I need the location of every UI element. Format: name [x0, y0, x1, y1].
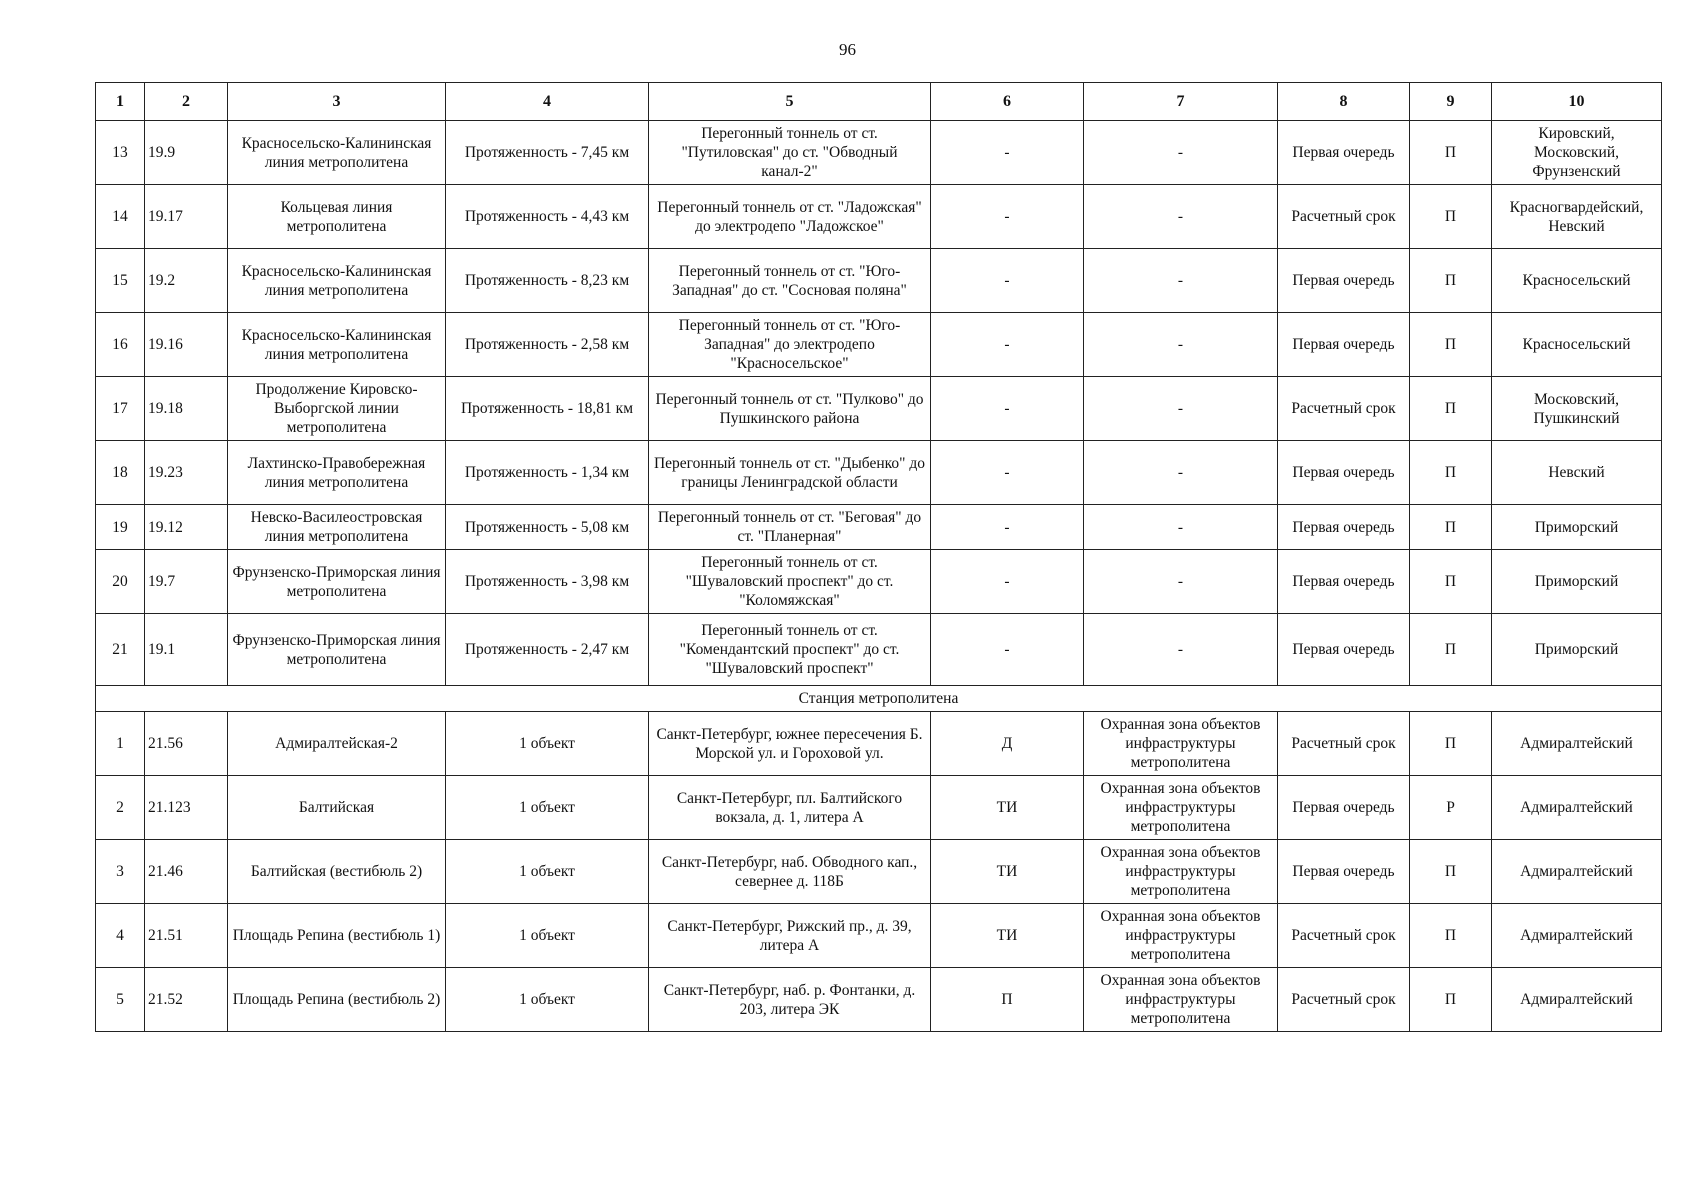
object-location: Перегонный тоннель от ст. "Беговая" до ст. "Планерная": [649, 505, 931, 550]
implementation-stage: Первая очередь: [1278, 840, 1410, 904]
object-location: Перегонный тоннель от ст. "Путиловская" до ст. "Обводный канал-2": [649, 121, 931, 185]
row-number: 3: [96, 840, 145, 904]
header-cell: 5: [649, 83, 931, 121]
table-row: [96, 776, 1662, 840]
cell-col-6: -: [931, 614, 1084, 686]
table-row: [96, 505, 1662, 550]
table-row: [96, 840, 1662, 904]
cell-col-7: Охранная зона объектов инфраструктуры метрополитена: [1084, 712, 1278, 776]
page-number: 96: [839, 40, 856, 59]
section-title: Станция метрополитена: [96, 686, 1662, 712]
object-location: Санкт-Петербург, наб. Обводного кап., севернее д. 118Б: [649, 840, 931, 904]
row-number: 2: [96, 776, 145, 840]
table-row: [96, 377, 1662, 441]
cell-col-7: -: [1084, 185, 1278, 249]
object-length: Протяженность - 1,34 км: [446, 441, 649, 505]
cell-col-6: -: [931, 249, 1084, 313]
implementation-stage: Расчетный срок: [1278, 185, 1410, 249]
implementation-stage: Первая очередь: [1278, 614, 1410, 686]
cell-col-7: -: [1084, 377, 1278, 441]
district: Адмиралтейский: [1492, 776, 1662, 840]
status-code: П: [1410, 185, 1492, 249]
cell-col-7: -: [1084, 550, 1278, 614]
object-count: 1 объект: [446, 776, 649, 840]
object-code: 21.123: [145, 776, 228, 840]
object-location: Санкт-Петербург, пл. Балтийского вокзала, д. 1, литера А: [649, 776, 931, 840]
object-name: Балтийская: [228, 776, 446, 840]
object-code: 19.1: [145, 614, 228, 686]
table-row: [96, 968, 1662, 1032]
row-number: 18: [96, 441, 145, 505]
district: Красносельский: [1492, 313, 1662, 377]
implementation-stage: Расчетный срок: [1278, 377, 1410, 441]
cell-col-6: ТИ: [931, 904, 1084, 968]
status-code: П: [1410, 249, 1492, 313]
object-length: Протяженность - 5,08 км: [446, 505, 649, 550]
object-length: Протяженность - 3,98 км: [446, 550, 649, 614]
status-code: П: [1410, 377, 1492, 441]
object-code: 21.46: [145, 840, 228, 904]
object-name: Фрунзенско-Приморская линия метрополитена: [228, 550, 446, 614]
district: Адмиралтейский: [1492, 968, 1662, 1032]
status-code: П: [1410, 840, 1492, 904]
row-number: 4: [96, 904, 145, 968]
object-count: 1 объект: [446, 712, 649, 776]
cell-col-7: -: [1084, 313, 1278, 377]
object-code: 19.9: [145, 121, 228, 185]
object-name: Красносельско-Калининская линия метрополитена: [228, 249, 446, 313]
table-row: [96, 712, 1662, 776]
object-location: Перегонный тоннель от ст. "Ладожская" до электродепо "Ладожское": [649, 185, 931, 249]
cell-col-6: -: [931, 550, 1084, 614]
object-location: Перегонный тоннель от ст. "Шуваловский проспект" до ст. "Коломяжская": [649, 550, 931, 614]
row-number: 13: [96, 121, 145, 185]
object-name: Невско-Василеостровская линия метрополитена: [228, 505, 446, 550]
row-number: 17: [96, 377, 145, 441]
table-row: [96, 185, 1662, 249]
metro-objects-table: [95, 82, 1662, 1032]
status-code: П: [1410, 121, 1492, 185]
object-name: Красносельско-Калининская линия метрополитена: [228, 313, 446, 377]
object-code: 19.23: [145, 441, 228, 505]
row-number: 14: [96, 185, 145, 249]
cell-col-7: -: [1084, 121, 1278, 185]
status-code: П: [1410, 968, 1492, 1032]
cell-col-6: -: [931, 377, 1084, 441]
object-length: Протяженность - 4,43 км: [446, 185, 649, 249]
object-code: 19.18: [145, 377, 228, 441]
table-row: [96, 550, 1662, 614]
object-code: 21.52: [145, 968, 228, 1032]
cell-col-6: -: [931, 185, 1084, 249]
cell-col-6: -: [931, 441, 1084, 505]
cell-col-6: П: [931, 968, 1084, 1032]
district: Кировский, Московский, Фрунзенский: [1492, 121, 1662, 185]
implementation-stage: Первая очередь: [1278, 505, 1410, 550]
district: Московский, Пушкинский: [1492, 377, 1662, 441]
object-length: Протяженность - 8,23 км: [446, 249, 649, 313]
object-name: Кольцевая линия метрополитена: [228, 185, 446, 249]
header-cell: 8: [1278, 83, 1410, 121]
object-code: 19.17: [145, 185, 228, 249]
status-code: П: [1410, 441, 1492, 505]
table-row: [96, 249, 1662, 313]
cell-col-7: -: [1084, 441, 1278, 505]
status-code: П: [1410, 505, 1492, 550]
implementation-stage: Первая очередь: [1278, 313, 1410, 377]
header-cell: 1: [96, 83, 145, 121]
cell-col-7: Охранная зона объектов инфраструктуры метрополитена: [1084, 776, 1278, 840]
row-number: 16: [96, 313, 145, 377]
header-row: [96, 83, 1662, 121]
object-name: Балтийская (вестибюль 2): [228, 840, 446, 904]
district: Приморский: [1492, 505, 1662, 550]
cell-col-7: Охранная зона объектов инфраструктуры метрополитена: [1084, 840, 1278, 904]
object-length: Протяженность - 7,45 км: [446, 121, 649, 185]
header-cell: 2: [145, 83, 228, 121]
row-number: 1: [96, 712, 145, 776]
table-row: [96, 313, 1662, 377]
table-row: [96, 904, 1662, 968]
implementation-stage: Первая очередь: [1278, 249, 1410, 313]
row-number: 21: [96, 614, 145, 686]
cell-col-7: -: [1084, 614, 1278, 686]
implementation-stage: Первая очередь: [1278, 776, 1410, 840]
header-cell: 4: [446, 83, 649, 121]
implementation-stage: Расчетный срок: [1278, 712, 1410, 776]
header-cell: 10: [1492, 83, 1662, 121]
implementation-stage: Первая очередь: [1278, 121, 1410, 185]
object-code: 21.56: [145, 712, 228, 776]
object-code: 19.16: [145, 313, 228, 377]
implementation-stage: Расчетный срок: [1278, 904, 1410, 968]
status-code: П: [1410, 313, 1492, 377]
object-location: Перегонный тоннель от ст. "Юго-Западная" до ст. "Сосновая поляна": [649, 249, 931, 313]
cell-col-7: Охранная зона объектов инфраструктуры метрополитена: [1084, 904, 1278, 968]
object-location: Перегонный тоннель от ст. "Дыбенко" до границы Ленинградской области: [649, 441, 931, 505]
district: Адмиралтейский: [1492, 712, 1662, 776]
object-length: Протяженность - 2,58 км: [446, 313, 649, 377]
district: Адмиралтейский: [1492, 840, 1662, 904]
cell-col-6: ТИ: [931, 776, 1084, 840]
object-location: Санкт-Петербург, южнее пересечения Б. Морской ул. и Гороховой ул.: [649, 712, 931, 776]
object-name: Красносельско-Калининская линия метрополитена: [228, 121, 446, 185]
object-code: 19.12: [145, 505, 228, 550]
object-count: 1 объект: [446, 904, 649, 968]
table-row: [96, 121, 1662, 185]
object-code: 19.7: [145, 550, 228, 614]
object-count: 1 объект: [446, 840, 649, 904]
cell-col-7: -: [1084, 249, 1278, 313]
district: Красногвардейский, Невский: [1492, 185, 1662, 249]
status-code: Р: [1410, 776, 1492, 840]
object-count: 1 объект: [446, 968, 649, 1032]
status-code: П: [1410, 614, 1492, 686]
object-code: 19.2: [145, 249, 228, 313]
implementation-stage: Первая очередь: [1278, 441, 1410, 505]
object-location: Санкт-Петербург, Рижский пр., д. 39, литера А: [649, 904, 931, 968]
cell-col-6: -: [931, 121, 1084, 185]
cell-col-7: -: [1084, 505, 1278, 550]
object-location: Перегонный тоннель от ст. "Пулково" до Пушкинского района: [649, 377, 931, 441]
district: Приморский: [1492, 614, 1662, 686]
header-cell: 7: [1084, 83, 1278, 121]
header-cell: 9: [1410, 83, 1492, 121]
table-row: [96, 441, 1662, 505]
table-row: [96, 614, 1662, 686]
row-number: 20: [96, 550, 145, 614]
header-cell: 6: [931, 83, 1084, 121]
district: Приморский: [1492, 550, 1662, 614]
cell-col-6: ТИ: [931, 840, 1084, 904]
status-code: П: [1410, 550, 1492, 614]
status-code: П: [1410, 904, 1492, 968]
implementation-stage: Первая очередь: [1278, 550, 1410, 614]
district: Невский: [1492, 441, 1662, 505]
object-code: 21.51: [145, 904, 228, 968]
object-name: Лахтинско-Правобережная линия метрополитена: [228, 441, 446, 505]
object-name: Фрунзенско-Приморская линия метрополитена: [228, 614, 446, 686]
object-location: Санкт-Петербург, наб. р. Фонтанки, д. 203, литера ЭК: [649, 968, 931, 1032]
row-number: 19: [96, 505, 145, 550]
object-location: Перегонный тоннель от ст. "Комендантский проспект" до ст. "Шуваловский проспект": [649, 614, 931, 686]
object-name: Площадь Репина (вестибюль 2): [228, 968, 446, 1032]
cell-col-7: Охранная зона объектов инфраструктуры метрополитена: [1084, 968, 1278, 1032]
cell-col-6: Д: [931, 712, 1084, 776]
status-code: П: [1410, 712, 1492, 776]
cell-col-6: -: [931, 505, 1084, 550]
object-name: Адмиралтейская-2: [228, 712, 446, 776]
object-location: Перегонный тоннель от ст. "Юго-Западная" до электродепо "Красносельское": [649, 313, 931, 377]
row-number: 5: [96, 968, 145, 1032]
row-number: 15: [96, 249, 145, 313]
object-name: Площадь Репина (вестибюль 1): [228, 904, 446, 968]
district: Красносельский: [1492, 249, 1662, 313]
district: Адмиралтейский: [1492, 904, 1662, 968]
object-length: Протяженность - 18,81 км: [446, 377, 649, 441]
object-name: Продолжение Кировско-Выборгской линии метрополитена: [228, 377, 446, 441]
header-cell: 3: [228, 83, 446, 121]
cell-col-6: -: [931, 313, 1084, 377]
implementation-stage: Расчетный срок: [1278, 968, 1410, 1032]
object-length: Протяженность - 2,47 км: [446, 614, 649, 686]
section-row: [96, 686, 1662, 712]
